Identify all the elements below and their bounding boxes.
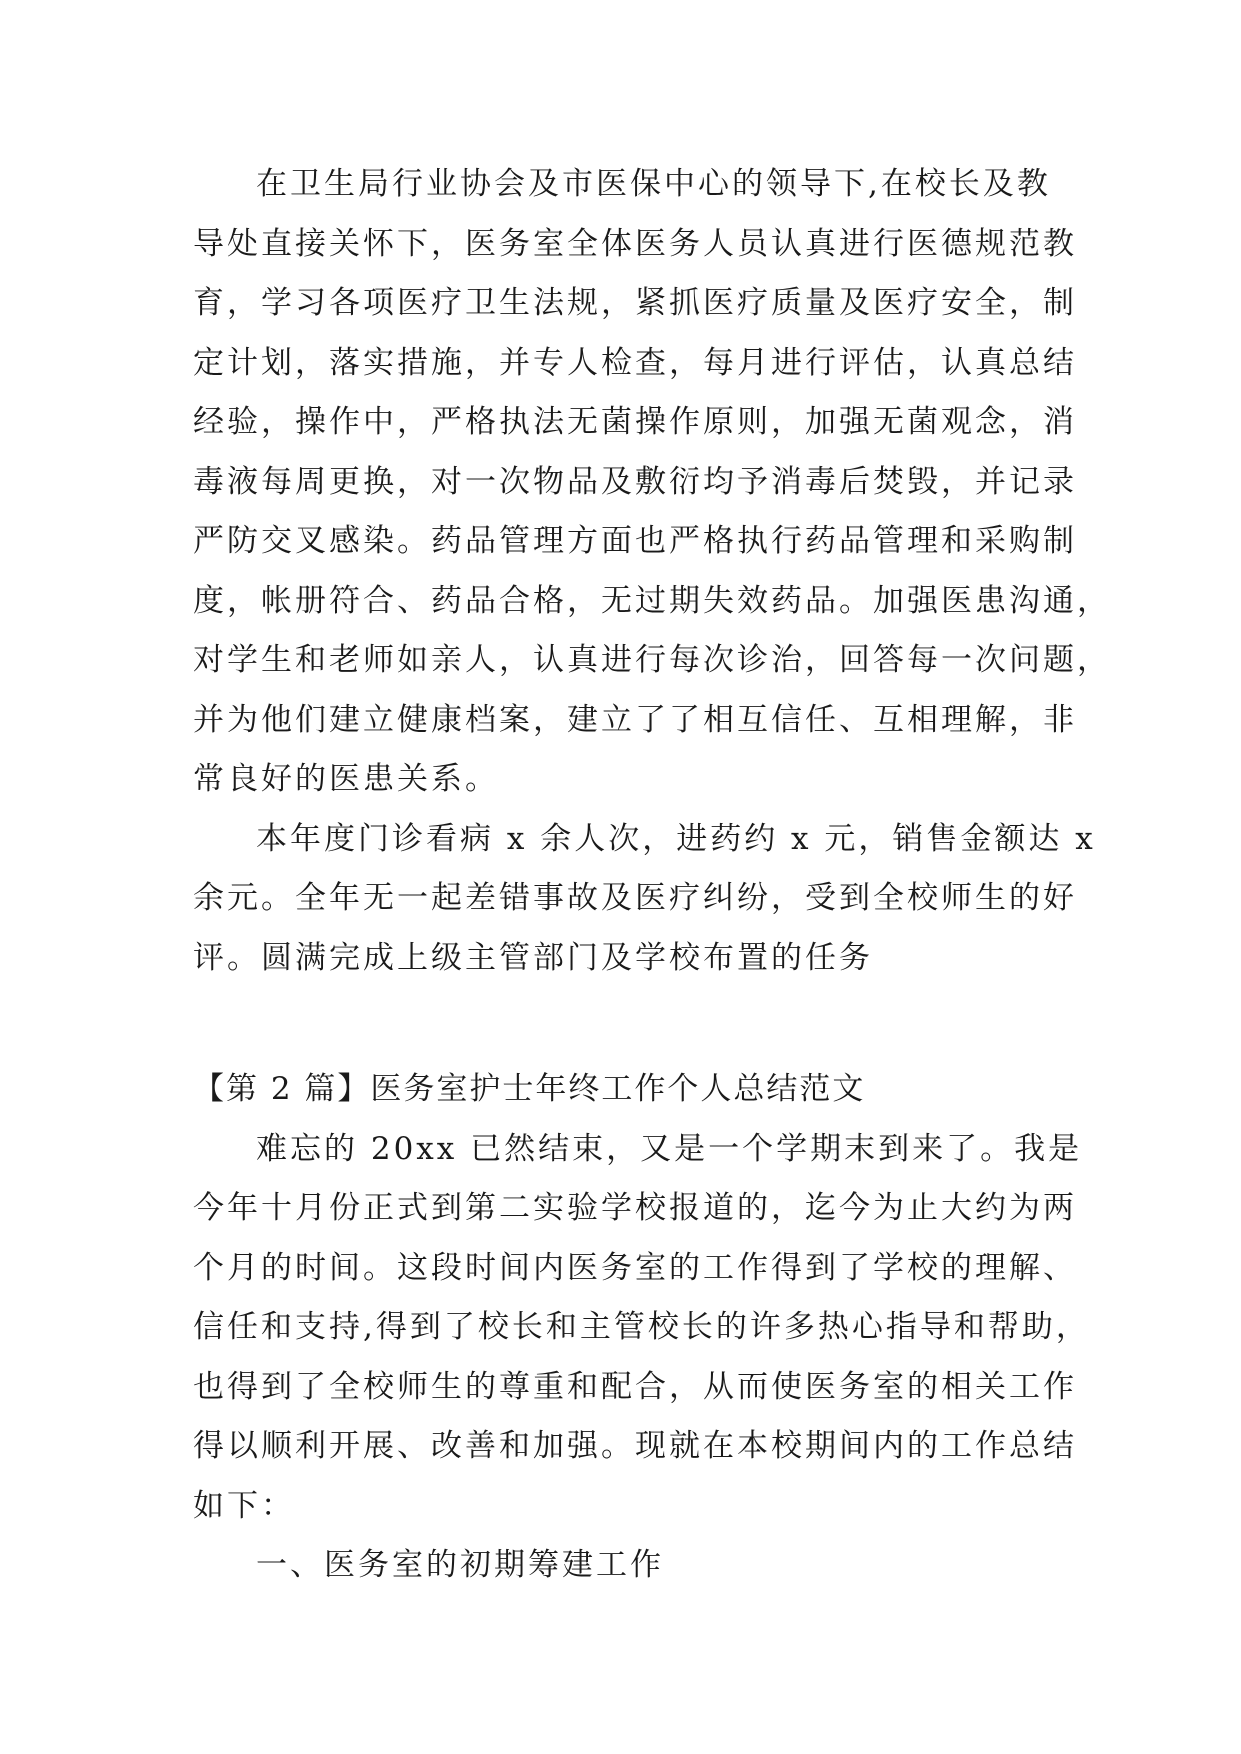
text-line: 也得到了全校师生的尊重和配合，从而使医务室的相关工作 — [193, 1368, 1077, 1405]
text-line: 导处直接关怀下，医务室全体医务人员认真进行医德规范教 — [193, 225, 1077, 262]
text-line: 对学生和老师如亲人，认真进行每次诊治，回答每一次问题， — [193, 642, 1111, 678]
document-body — [193, 162, 1111, 1603]
text-line: 评。圆满完成上级主管部门及学校布置的任务 — [193, 939, 873, 976]
text-line: 经验，操作中，严格执法无菌操作原则，加强无菌观念，消 — [193, 404, 1077, 440]
text-line: 信任和支持,得到了校长和主管校长的许多热心指导和帮助， — [193, 1309, 1090, 1345]
text-line: 得以顺利开展、改善和加强。现就在本校期间内的工作总结 — [193, 1428, 1077, 1464]
paragraph-section1-1 — [193, 162, 1111, 817]
text-line: 本年度门诊看病 x 余人次，进药约 x 元，销售金额达 x — [256, 820, 1096, 857]
text-line: 余元。全年无一起差错事故及医疗纠纷，受到全校师生的好 — [193, 880, 1077, 916]
text-line: 毒液每周更换，对一次物品及敷衍均予消毒后焚毁，并记录 — [193, 463, 1077, 500]
paragraph-section1-2 — [193, 817, 1096, 996]
text-line: 定计划，落实措施，并专人检查，每月进行评估，认真总结 — [193, 344, 1077, 381]
text-line: 常良好的医患关系。 — [193, 761, 499, 797]
section-gap — [193, 995, 1053, 1067]
text-line: 难忘的 20xx 已然结束，又是一个学期末到来了。我是 — [256, 1130, 1083, 1167]
text-line: 并为他们建立健康档案，建立了了相互信任、互相理解，非 — [193, 701, 1077, 738]
text-line: 如下： — [193, 1487, 295, 1524]
text-line: 度，帐册符合、药品合格，无过期失效药品。加强医患沟通， — [193, 582, 1111, 619]
text-line: 今年十月份正式到第二实验学校报道的，迄今为止大约为两 — [193, 1190, 1077, 1226]
text-line: 在卫生局行业协会及市医保中心的领导下,在校长及教 — [256, 166, 1051, 202]
text-line: 严防交叉感染。药品管理方面也严格执行药品管理和采购制 — [193, 523, 1077, 559]
paragraph-section2-1 — [193, 1127, 1090, 1544]
subheading: 一、医务室的初期筹建工作 — [256, 1547, 664, 1583]
section-heading: 【第 2 篇】医务室护士年终工作个人总结范文 — [193, 1071, 866, 1107]
text-line: 个月的时间。这段时间内医务室的工作得到了学校的理解、 — [193, 1249, 1077, 1286]
text-line: 育，学习各项医疗卫生法规，紧抓医疗质量及医疗安全，制 — [193, 285, 1077, 321]
